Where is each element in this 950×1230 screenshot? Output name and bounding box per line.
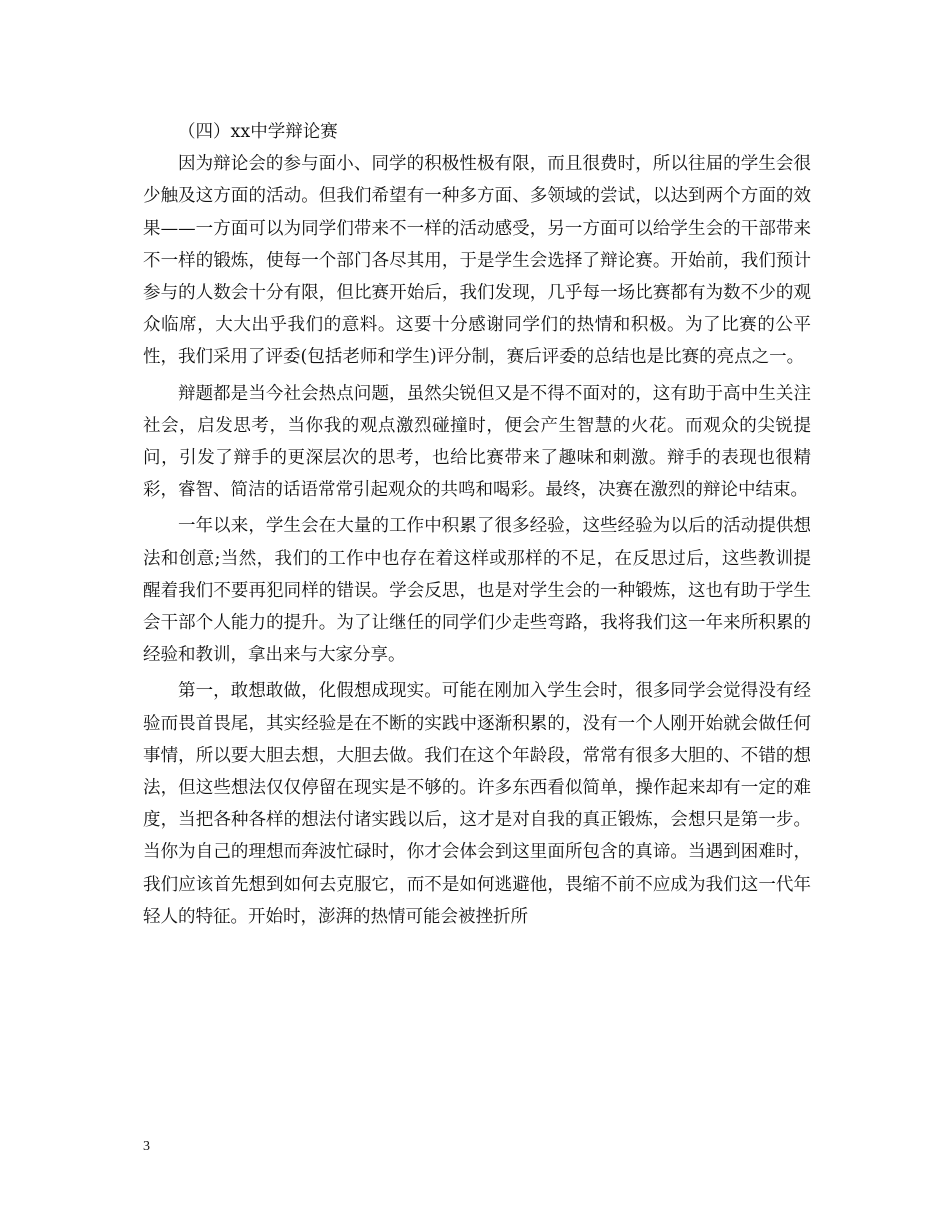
document-body	[143, 116, 811, 937]
section-heading: （四）xx中学辩论赛	[178, 122, 338, 142]
paragraph-year-summary: 一年以来，学生会在大量的工作中积累了很多经验，这些经验为以后的活动提供想法和创意;当然，我们的工作中也存在着这样或那样的不足，在反思过后，这些教训提醒着我们不要再犯同样的错误。学会反思，也是对学生会的一种锻炼，这也有助于学生会干部个人能力的提升。为了让继任的同学们少走些弯路，我将我们这一年来所积累的经验和教训，拿出来与大家分享。	[143, 516, 811, 666]
paragraph-lesson-one: 第一，敢想敢做，化假想成现实。可能在刚加入学生会时，很多同学会觉得没有经验而畏首畏尾，其实经验是在不断的实践中逐渐积累的，没有一个人刚开始就会做任何事情，所以要大胆去想，大胆去做。我们在这个年龄段，常常有很多大胆的、不错的想法，但这些想法仅仅停留在现实是不够的。许多东西看似简单，操作起来却有一定的难度，当把各种各样的想法付诸实践以后，这才是对自我的真正锻炼，会想只是第一步。当你为自己的理想而奔波忙碌时，你才会体会到这里面所包含的真谛。当遇到困难时，我们应该首先想到如何去克服它，而不是如何逃避他，畏缩不前不应成为我们这一代年轻人的特征。开始时，澎湃的热情可能会被挫折所	[143, 681, 811, 927]
paragraph-debate-topics: 辩题都是当今社会热点问题，虽然尖锐但又是不得不面对的，这有助于高中生关注社会，启发思考，当你我的观点激烈碰撞时，便会产生智慧的火花。而观众的尖锐提问，引发了辩手的更深层次的思考，也给比赛带来了趣味和刺激。辩手的表现也很精彩，睿智、简洁的话语常常引起观众的共鸣和喝彩。最终，决赛在激烈的辩论中结束。	[143, 383, 811, 501]
page-number: 3	[143, 1139, 150, 1154]
paragraph-debate-overview: 因为辩论会的参与面小、同学的积极性极有限，而且很费时，所以往届的学生会很少触及这方面的活动。但我们希望有一种多方面、多领域的尝试，以达到两个方面的效果——一方面可以为同学们带来不一样的活动感受，另一方面可以给学生会的干部带来不一样的锻炼，使每一个部门各尽其用，于是学生会选择了辩论赛。开始前，我们预计参与的人数会十分有限，但比赛开始后，我们发现，几乎每一场比赛都有为数不少的观众临席，大大出乎我们的意料。这要十分感谢同学们的热情和积极。为了比赛的公平性，我们采用了评委(包括老师和学生)评分制，赛后评委的总结也是比赛的亮点之一。	[143, 154, 811, 368]
